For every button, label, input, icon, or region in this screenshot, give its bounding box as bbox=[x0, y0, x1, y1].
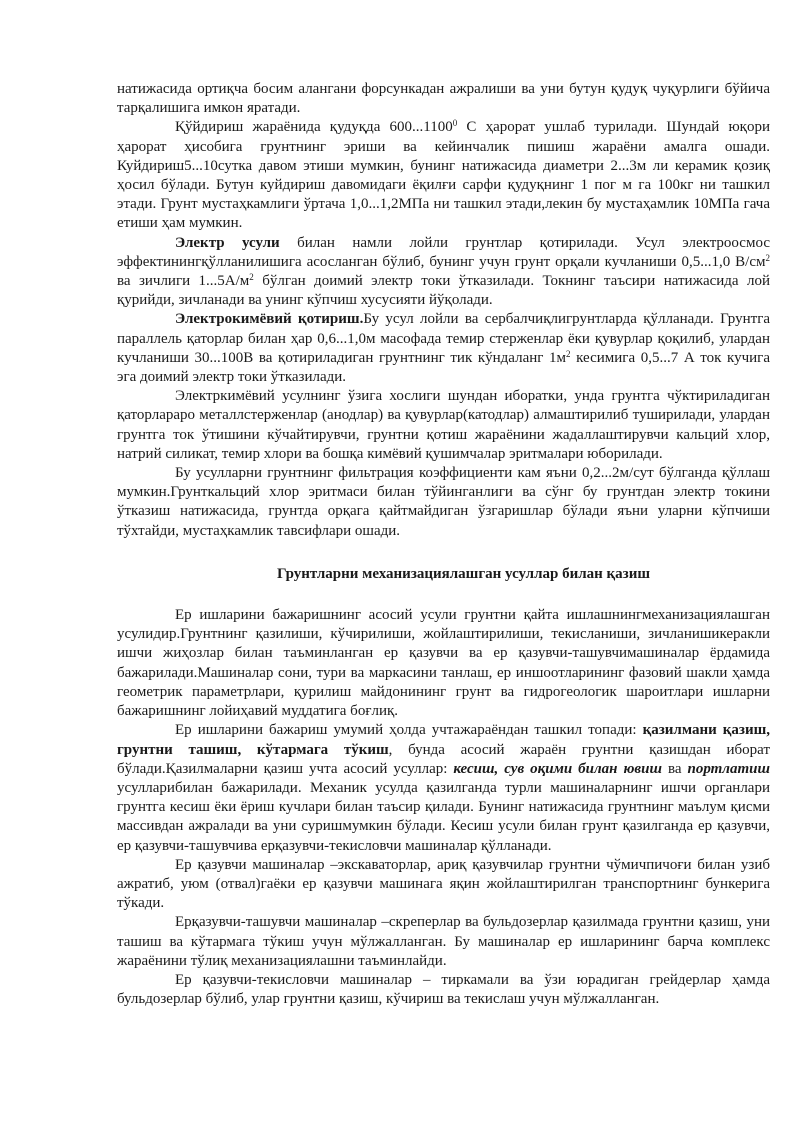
superscript: 0 bbox=[452, 118, 458, 129]
term-bold-italic: портлатиш bbox=[687, 760, 770, 777]
superscript: 2 bbox=[765, 252, 770, 263]
paragraph-9: Ер қазувчи машиналар –экскаваторлар, ариқ қазувчилар грунтни чўмичпичоғи билан узиб ажратиб, уюм (отвал)гаёки ер қазувчи машинага яқин жойлаштирилган транспортнинг бункерига тўкади. bbox=[117, 856, 770, 912]
paragraph-2: Қўйдириш жараёнида қудуқда 600...1100$^0$ С ҳарорат ушлаб турилади. Шундай юқори ҳарорат ҳисобига грунтнинг эриши ва кейинчалик пишиш жараёни амалга ошади. Куйдириш5...10сутка давом этиши мумкин, бунинг натижасида диаметри 2...3м ли керамик қозиқ ҳосил бўлади. Бутун куйдириш давомидаги ёқилғи сарфи қудуқнинг 1 пог м га 100кг ни ташкил этади. Грунт мустаҳкамлиги ўртача 1,0...1,2МПа ни ташкил этади,лекин бу мустаҳамлик 10МПа гача етиши ҳам мумкин. bbox=[117, 118, 770, 232]
paragraph-7: Ер ишларини бажаришнинг асосий усули грунтни қайта ишлашнингмеханизациялашган усулидир.Грунтнинг қазилиши, кўчирилиши, жойлаштирилиши, текисланиши, зичланишикеракли ишчи жиҳозлар билан таъминланган ер қазувчи ва ер қазувчи-ташувчимашиналар ёрдамида бажарилади.Машиналар сони, тури ва маркасини танлаш, ер иншоотларининг фазовий шакли ҳамда геометрик параметрлари, қурилиш майдонининг грунт ва гидрогеологик шароитлари ишларни бажаришнинг лойиҳавий муддатига боғлиқ. bbox=[117, 607, 770, 720]
document-page bbox=[117, 80, 770, 1009]
paragraph-electrochemical: Электрокимёвий қотириш.Бу усул лойли ва сербалчиқлигрунтларда қўлланади. Грунтга параллель қаторлар билан ҳар 0,6...1,0м масофада темир стерженлар ёки қувурлар қоқилиб, улардан кучланиши 30...100В ва қотириладиган грунтнинг тик кўндаланг $1м^2$ кесимига 0,5...7 А ток кучига эга доимий электр токи ўтказилади. bbox=[117, 311, 770, 386]
paragraph-1: натижасида ортиқча босим алангани форсункадан ажралиши ва уни бутун қудуқ чуқурлиги бўйича тарқалишига имкон яратади. bbox=[117, 81, 770, 117]
paragraph-6: Бу усулларни грунтнинг фильтрация коэффициенти кам яъни 0,2...2м/сут бўлганда қўллаш мумкин.Грунткальций хлор эритмаси билан тўйинганлиги ва сўнг бу грунтдан электр токини ўтказиш натижасида, грунтда орқага қайтмайдиган ўзгаришлар бўлади яъни уларни кўпчиши тўхтайди, мустаҳкамлик тавсифлари ошади. bbox=[117, 465, 770, 539]
superscript: 2 bbox=[249, 272, 254, 283]
section-heading: Грунтларни механизациялашган усуллар билан қазиш bbox=[276, 565, 651, 582]
term-bold: Электрокимёвий қотириш. bbox=[175, 311, 364, 328]
term-bold-italic: кесиш, сув оқими билан ювиш bbox=[453, 760, 662, 777]
paragraph-5: Электркимёвий усулнинг ўзига хослиги шундан иборатки, унда грунтга чўктириладиган қаторлараро металлстерженлар (анодлар) ва қувурлар(катодлар) алмаштирилиб туширилади, улардан грунтга ток ўтишини кўчайтирувчи, грунтни қотиш жараёнини жадаллаштирувчи кальций хлор, натрий силикат, темир хлори ва бошқа кимёвий қушимчалар эритмалари юборилади. bbox=[117, 388, 770, 462]
term-bold: қазилмани қазиш, грунтни ташиш, кўтармага тўкиш bbox=[117, 722, 771, 758]
superscript: 2 bbox=[566, 348, 571, 359]
paragraph-8: Ер ишларини бажариш умумий ҳолда учтажараёндан ташкил топади: қазилмани қазиш, грунтни ташиш, кўтармага тўкиш, бунда асосий жараён грунтни қазишдан иборат бўлади.Қазилмаларни қазиш учта асосий усуллар: кесиш, сув оқими билан ювиш ва портлатиш усулларибилан бажарилади. Механик усулда қазилганда турли машиналарнинг ишчи органлари грунтга кесиш ёки ёриш кучлари билан таъсир қилади. Бунинг натижасида грунтнинг маълум қисми массивдан ажралади ва уни суришмумкин бўлади. Кесиш усули билан грунт қазилганда ер қазувчи, ер қазувчи-ташувчива ерқазувчи-текисловчи машиналар қўлланади. bbox=[117, 722, 771, 854]
paragraph-11: Ер қазувчи-текисловчи машиналар – тиркамали ва ўзи юрадиган грейдерлар ҳамда бульдозерлар бўлиб, улар грунтни қазиш, кўчириш ва текислаш учун мўлжалланган. bbox=[117, 971, 770, 1008]
paragraph-electric-method: Электр усули билан намли лойли грунтлар қотирилади. Усул электроосмос эффектинингқўлланилишига асосланган бўлиб, бунинг учун грунт орқали кучланиши 0,5...1,0 $В/см^2$ ва зичлиги $1...5А/м^2$ бўлган доимий электр токи ўтказилади. Токнинг таъсири натижасида лой қурийди, зичланади ва унинг кўпчиш хусусияти йўқолади. bbox=[117, 234, 770, 309]
paragraph-10: Ерқазувчи-ташувчи машиналар –скреперлар ва бульдозерлар қазилмада грунтни қазиш, уни ташиш ва кўтармага тўкиш учун мўлжалланган. Бу машиналар ер ишларининг барча комплекс жараёнини тўлиқ механизациялашни таъминлайди. bbox=[117, 914, 770, 969]
term-bold: Электр усули bbox=[175, 234, 280, 251]
